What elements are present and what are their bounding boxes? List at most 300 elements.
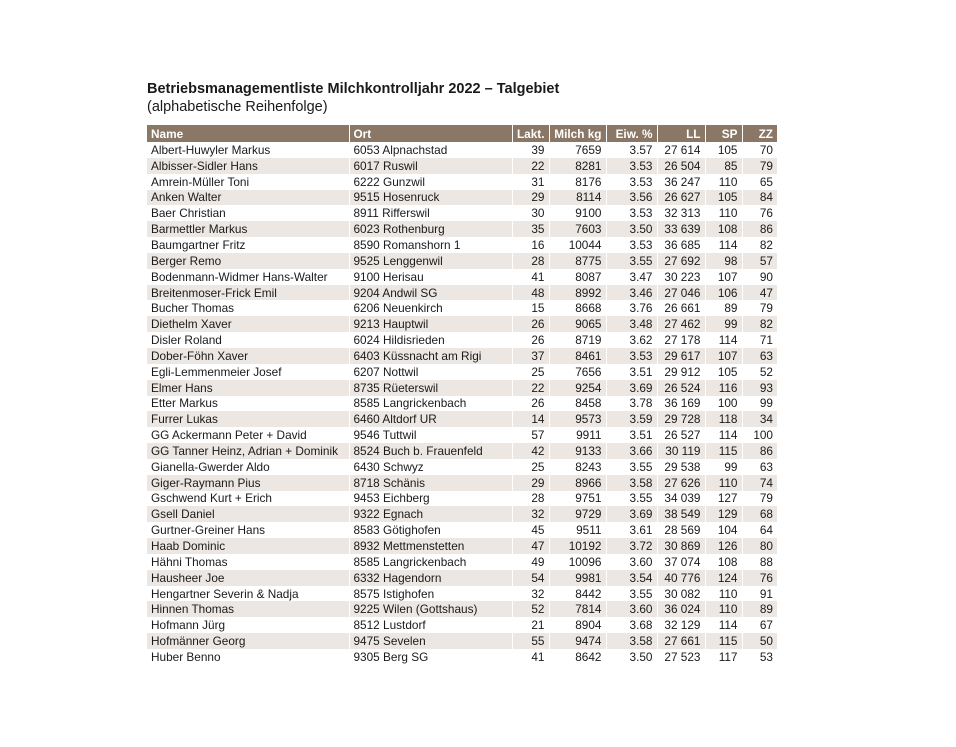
cell-sp: 110 [705, 475, 742, 491]
cell-name: Gianella-Gwerder Aldo [147, 459, 349, 475]
cell-ort: 8575 Istighofen [349, 586, 512, 602]
cell-eiw: 3.53 [606, 348, 657, 364]
cell-eiw: 3.59 [606, 411, 657, 427]
table-row [147, 300, 777, 316]
cell-eiw: 3.46 [606, 285, 657, 301]
cell-lakt: 21 [512, 617, 549, 633]
table-row [147, 522, 777, 538]
cell-name: Haab Dominic [147, 538, 349, 554]
cell-ort: 8932 Mettmenstetten [349, 538, 512, 554]
table-row [147, 396, 777, 412]
cell-milch: 9133 [549, 443, 606, 459]
table-row [147, 491, 777, 507]
cell-ll: 27 178 [657, 332, 705, 348]
table-row [147, 649, 777, 665]
cell-eiw: 3.55 [606, 586, 657, 602]
cell-ll: 36 024 [657, 601, 705, 617]
table-row [147, 364, 777, 380]
cell-milch: 9751 [549, 491, 606, 507]
cell-milch: 9911 [549, 427, 606, 443]
cell-zz: 99 [759, 396, 773, 411]
cell-ort: 8911 Rifferswil [349, 205, 512, 221]
table-row [147, 475, 777, 491]
cell-sp: 105 [705, 142, 742, 158]
cell-sp: 99 [705, 316, 742, 332]
cell-name: Elmer Hans [147, 380, 349, 396]
cell-lakt: 26 [512, 332, 549, 348]
cell-ll: 30 223 [657, 269, 705, 285]
table-row [147, 221, 777, 237]
table-row [147, 158, 777, 174]
table-row [147, 285, 777, 301]
cell-ll: 40 776 [657, 570, 705, 586]
cell-ort: 6023 Rothenburg [349, 221, 512, 237]
cell-eiw: 3.50 [606, 649, 657, 665]
cell-zz: 89 [742, 601, 777, 617]
cell-name: Hinnen Thomas [147, 601, 349, 617]
cell-eiw: 3.76 [606, 300, 657, 316]
cell-milch: 8281 [549, 158, 606, 174]
cell-zz: 47 [742, 285, 777, 301]
cell-sp: 114 [705, 617, 742, 633]
cell-lakt: 32 [512, 506, 549, 522]
cell-eiw: 3.58 [606, 633, 657, 649]
cell-zz: 79 [759, 491, 773, 506]
cell-sp: 115 [705, 443, 742, 459]
cell-ll: 29 912 [657, 364, 705, 380]
cell-name: Bodenmann-Widmer Hans-Walter [147, 269, 349, 285]
cell-ort: 6332 Hagendorn [349, 570, 512, 586]
cell-milch: 8461 [549, 348, 606, 364]
col-header-ort: Ort [349, 125, 512, 142]
cell-lakt: 41 [512, 649, 549, 665]
cell-ll: 27 046 [657, 285, 705, 301]
cell-name: Hofmänner Georg [147, 633, 349, 649]
cell-lakt: 57 [512, 427, 549, 443]
cell-zz: 63 [742, 348, 777, 364]
cell-eiw: 3.58 [606, 475, 657, 491]
cell-ll: 26 527 [657, 427, 705, 443]
table-row [147, 554, 777, 570]
cell-milch: 8243 [549, 459, 606, 475]
table-row [147, 570, 777, 586]
cell-milch: 10096 [549, 554, 606, 570]
table-row [147, 237, 777, 253]
cell-ll: 26 524 [657, 380, 705, 396]
cell-eiw: 3.57 [606, 142, 657, 158]
cell-lakt: 37 [512, 348, 549, 364]
cell-ort: 9525 Lenggenwil [349, 253, 512, 269]
cell-sp: 105 [705, 364, 742, 380]
table-row [147, 427, 777, 443]
table-row [147, 506, 777, 522]
cell-name: Hähni Thomas [147, 554, 349, 570]
cell-ort: 6430 Schwyz [349, 459, 512, 475]
cell-milch: 8442 [549, 586, 606, 602]
cell-lakt: 47 [512, 538, 549, 554]
cell-milch: 7656 [549, 364, 606, 380]
table-row [147, 380, 777, 396]
cell-lakt: 31 [512, 174, 549, 190]
cell-zz: 71 [759, 333, 773, 348]
cell-lakt: 25 [512, 364, 549, 380]
cell-lakt: 55 [512, 633, 549, 649]
cell-lakt: 45 [512, 522, 549, 538]
cell-zz: 80 [742, 538, 777, 554]
cell-milch: 9100 [549, 205, 606, 221]
cell-sp: 105 [705, 190, 742, 206]
cell-lakt: 48 [512, 285, 549, 301]
cell-eiw: 3.72 [606, 538, 657, 554]
cell-zz: 64 [759, 523, 773, 538]
cell-eiw: 3.69 [606, 506, 657, 522]
cell-ll: 26 661 [657, 300, 705, 316]
col-header-sp: SP [705, 125, 742, 142]
cell-milch: 7603 [549, 221, 606, 237]
cell-sp: 118 [705, 411, 742, 427]
document [147, 80, 777, 673]
cell-eiw: 3.53 [606, 237, 657, 253]
cell-name: Huber Benno [147, 649, 349, 665]
cell-sp: 124 [705, 570, 742, 586]
cell-lakt: 28 [512, 253, 549, 269]
cell-lakt: 25 [512, 459, 549, 475]
cell-lakt: 29 [512, 190, 549, 206]
cell-name: Hofmann Jürg [147, 617, 349, 633]
cell-name: Anken Walter [147, 190, 349, 206]
cell-ort: 6017 Ruswil [349, 158, 512, 174]
cell-sp: 108 [705, 554, 742, 570]
cell-sp: 110 [705, 174, 742, 190]
cell-lakt: 26 [512, 316, 549, 332]
cell-ll: 30 082 [657, 586, 705, 602]
cell-name: Etter Markus [147, 396, 349, 412]
cell-eiw: 3.62 [606, 332, 657, 348]
cell-ort: 9204 Andwil SG [349, 285, 512, 301]
table-row [147, 174, 777, 190]
cell-name: Amrein-Müller Toni [147, 174, 349, 190]
cell-ort: 8512 Lustdorf [349, 617, 512, 633]
col-header-name: Name [147, 125, 349, 142]
cell-name: Albisser-Sidler Hans [147, 158, 349, 174]
table-row [147, 538, 777, 554]
cell-lakt: 16 [512, 237, 549, 253]
col-header-zz: ZZ [742, 125, 777, 142]
cell-name: Furrer Lukas [147, 411, 349, 427]
cell-eiw: 3.60 [606, 601, 657, 617]
document-title: Betriebsmanagementliste Milchkontrolljahr 2022 – Talgebiet [147, 81, 560, 97]
cell-zz: 57 [742, 253, 777, 269]
cell-lakt: 35 [512, 221, 549, 237]
cell-zz: 68 [742, 506, 777, 522]
col-header-milch: Milch kg [549, 125, 606, 142]
cell-zz: 82 [742, 316, 777, 332]
cell-eiw: 3.48 [606, 316, 657, 332]
cell-milch: 8904 [549, 617, 606, 633]
table-row [147, 633, 777, 649]
cell-sp: 110 [705, 601, 742, 617]
cell-milch: 9254 [549, 380, 606, 396]
cell-ort: 8718 Schänis [349, 475, 512, 491]
cell-lakt: 42 [512, 443, 549, 459]
cell-zz: 63 [759, 459, 773, 474]
cell-eiw: 3.51 [606, 427, 657, 443]
cell-ort: 8585 Langrickenbach [349, 396, 512, 412]
cell-lakt: 49 [512, 554, 549, 570]
table-body [147, 142, 777, 665]
cell-milch: 10192 [549, 538, 606, 554]
cell-name: Berger Remo [147, 253, 349, 269]
table-row [147, 411, 777, 427]
cell-ll: 26 627 [657, 190, 705, 206]
cell-zz: 67 [759, 618, 773, 633]
cell-sp: 89 [705, 300, 742, 316]
cell-sp: 129 [705, 506, 742, 522]
table-row [147, 190, 777, 206]
cell-ll: 37 074 [657, 554, 705, 570]
table-row [147, 332, 777, 348]
cell-zz: 91 [759, 586, 773, 601]
cell-milch: 9474 [549, 633, 606, 649]
cell-sp: 110 [705, 586, 742, 602]
table-row [147, 205, 777, 221]
table-row [147, 586, 777, 602]
cell-name: Breitenmoser-Frick Emil [147, 285, 349, 301]
cell-ll: 27 661 [657, 633, 705, 649]
col-header-lakt: Lakt. [512, 125, 549, 142]
table-row [147, 617, 777, 633]
cell-milch: 7814 [549, 601, 606, 617]
cell-eiw: 3.56 [606, 190, 657, 206]
cell-name: Egli-Lemmenmeier Josef [147, 364, 349, 380]
cell-sp: 104 [705, 522, 742, 538]
cell-eiw: 3.53 [606, 174, 657, 190]
table-row [147, 316, 777, 332]
cell-zz: 82 [759, 237, 773, 252]
cell-milch: 7659 [549, 142, 606, 158]
cell-ort: 8524 Buch b. Frauenfeld [349, 443, 512, 459]
cell-name: Baer Christian [147, 205, 349, 221]
cell-sp: 114 [705, 427, 742, 443]
cell-eiw: 3.60 [606, 554, 657, 570]
cell-ll: 36 247 [657, 174, 705, 190]
cell-lakt: 30 [512, 205, 549, 221]
cell-eiw: 3.66 [606, 443, 657, 459]
cell-name: Dober-Föhn Xaver [147, 348, 349, 364]
cell-ort: 6024 Hildisrieden [349, 332, 512, 348]
cell-ll: 32 313 [657, 205, 705, 221]
cell-lakt: 15 [512, 300, 549, 316]
cell-ort: 9100 Herisau [349, 269, 512, 285]
cell-name: Hengartner Severin & Nadja [147, 586, 349, 602]
cell-ort: 6207 Nottwil [349, 364, 512, 380]
cell-milch: 9065 [549, 316, 606, 332]
cell-lakt: 22 [512, 380, 549, 396]
cell-ll: 36 169 [657, 396, 705, 412]
cell-name: Disler Roland [147, 332, 349, 348]
cell-ll: 33 639 [657, 221, 705, 237]
cell-milch: 9981 [549, 570, 606, 586]
cell-lakt: 26 [512, 396, 549, 412]
cell-eiw: 3.68 [606, 617, 657, 633]
cell-name: Diethelm Xaver [147, 316, 349, 332]
cell-eiw: 3.55 [606, 459, 657, 475]
cell-ort: 8585 Langrickenbach [349, 554, 512, 570]
cell-lakt: 28 [512, 491, 549, 507]
cell-lakt: 39 [512, 142, 549, 158]
cell-ll: 32 129 [657, 617, 705, 633]
cell-lakt: 14 [512, 411, 549, 427]
cell-ll: 38 549 [657, 506, 705, 522]
cell-ort: 8583 Götighofen [349, 522, 512, 538]
cell-eiw: 3.78 [606, 396, 657, 412]
cell-ll: 26 504 [657, 158, 705, 174]
cell-sp: 114 [705, 332, 742, 348]
table-row [147, 601, 777, 617]
cell-sp: 108 [705, 221, 742, 237]
cell-sp: 115 [705, 633, 742, 649]
cell-ll: 27 626 [657, 475, 705, 491]
cell-sp: 127 [705, 491, 742, 507]
cell-ll: 29 617 [657, 348, 705, 364]
col-header-ll: LL [657, 125, 705, 142]
cell-name: Barmettler Markus [147, 221, 349, 237]
cell-milch: 8992 [549, 285, 606, 301]
cell-zz: 93 [742, 380, 777, 396]
col-header-eiw: Eiw. % [606, 125, 657, 142]
cell-zz: 76 [742, 570, 777, 586]
cell-eiw: 3.55 [606, 491, 657, 507]
cell-eiw: 3.69 [606, 380, 657, 396]
cell-ll: 27 523 [657, 649, 705, 665]
cell-milch: 8458 [549, 396, 606, 412]
cell-lakt: 41 [512, 269, 549, 285]
table-container [147, 125, 777, 673]
document-subtitle: (alphabetische Reihenfolge) [147, 99, 328, 115]
cell-ort: 9322 Egnach [349, 506, 512, 522]
cell-ort: 6460 Altdorf UR [349, 411, 512, 427]
cell-milch: 9573 [549, 411, 606, 427]
cell-sp: 114 [705, 237, 742, 253]
cell-eiw: 3.55 [606, 253, 657, 269]
cell-sp: 106 [705, 285, 742, 301]
management-table [147, 125, 777, 665]
cell-sp: 107 [705, 269, 742, 285]
cell-zz: 86 [742, 443, 777, 459]
cell-ort: 9475 Sevelen [349, 633, 512, 649]
cell-milch: 9729 [549, 506, 606, 522]
cell-milch: 8176 [549, 174, 606, 190]
table-row [147, 459, 777, 475]
cell-sp: 110 [705, 205, 742, 221]
cell-zz: 70 [759, 142, 773, 157]
table-header-row [147, 125, 777, 142]
cell-lakt: 54 [512, 570, 549, 586]
cell-eiw: 3.47 [606, 269, 657, 285]
cell-lakt: 32 [512, 586, 549, 602]
cell-lakt: 29 [512, 475, 549, 491]
cell-ll: 27 462 [657, 316, 705, 332]
cell-zz: 79 [759, 301, 773, 316]
cell-ort: 9453 Eichberg [349, 491, 512, 507]
cell-ll: 27 692 [657, 253, 705, 269]
cell-sp: 116 [705, 380, 742, 396]
cell-zz: 84 [742, 190, 777, 206]
cell-zz: 74 [742, 475, 777, 491]
cell-ll: 28 569 [657, 522, 705, 538]
cell-ll: 29 728 [657, 411, 705, 427]
cell-ort: 6206 Neuenkirch [349, 300, 512, 316]
cell-name: GG Tanner Heinz, Adrian + Dominik [147, 443, 349, 459]
cell-ort: 8735 Rüeterswil [349, 380, 512, 396]
cell-sp: 107 [705, 348, 742, 364]
cell-eiw: 3.53 [606, 158, 657, 174]
cell-milch: 10044 [549, 237, 606, 253]
cell-ort: 9515 Hosenruck [349, 190, 512, 206]
cell-milch: 8668 [549, 300, 606, 316]
cell-ll: 34 039 [657, 491, 705, 507]
cell-sp: 117 [705, 649, 742, 665]
table-row [147, 269, 777, 285]
cell-milch: 9511 [549, 522, 606, 538]
cell-zz: 86 [742, 221, 777, 237]
cell-zz: 34 [742, 411, 777, 427]
cell-milch: 8642 [549, 649, 606, 665]
cell-ort: 9213 Hauptwil [349, 316, 512, 332]
cell-zz: 79 [742, 158, 777, 174]
table-row [147, 443, 777, 459]
cell-name: Giger-Raymann Pius [147, 475, 349, 491]
cell-milch: 8966 [549, 475, 606, 491]
cell-eiw: 3.53 [606, 205, 657, 221]
cell-zz: 88 [759, 554, 773, 569]
cell-eiw: 3.61 [606, 522, 657, 538]
cell-zz: 90 [759, 269, 773, 284]
cell-milch: 8087 [549, 269, 606, 285]
cell-zz: 76 [759, 206, 773, 221]
cell-zz: 53 [759, 649, 773, 664]
cell-ort: 6403 Küssnacht am Rigi [349, 348, 512, 364]
cell-milch: 8775 [549, 253, 606, 269]
cell-name: Gsell Daniel [147, 506, 349, 522]
cell-name: Albert-Huwyler Markus [147, 142, 349, 158]
cell-ll: 30 119 [657, 443, 705, 459]
cell-name: Hausheer Joe [147, 570, 349, 586]
cell-ll: 30 869 [657, 538, 705, 554]
cell-ort: 9305 Berg SG [349, 649, 512, 665]
cell-ort: 8590 Romanshorn 1 [349, 237, 512, 253]
cell-zz: 50 [742, 633, 777, 649]
cell-lakt: 22 [512, 158, 549, 174]
table-row [147, 142, 777, 158]
cell-ort: 6222 Gunzwil [349, 174, 512, 190]
cell-sp: 100 [705, 396, 742, 412]
cell-zz: 52 [759, 364, 773, 379]
cell-sp: 126 [705, 538, 742, 554]
cell-eiw: 3.51 [606, 364, 657, 380]
cell-lakt: 52 [512, 601, 549, 617]
table-row [147, 253, 777, 269]
cell-sp: 98 [705, 253, 742, 269]
cell-ll: 36 685 [657, 237, 705, 253]
cell-ll: 27 614 [657, 142, 705, 158]
cell-name: GG Ackermann Peter + David [147, 427, 349, 443]
cell-zz: 65 [759, 174, 773, 189]
cell-ll: 29 538 [657, 459, 705, 475]
cell-milch: 8114 [549, 190, 606, 206]
cell-sp: 99 [705, 459, 742, 475]
cell-zz: 100 [753, 428, 773, 443]
